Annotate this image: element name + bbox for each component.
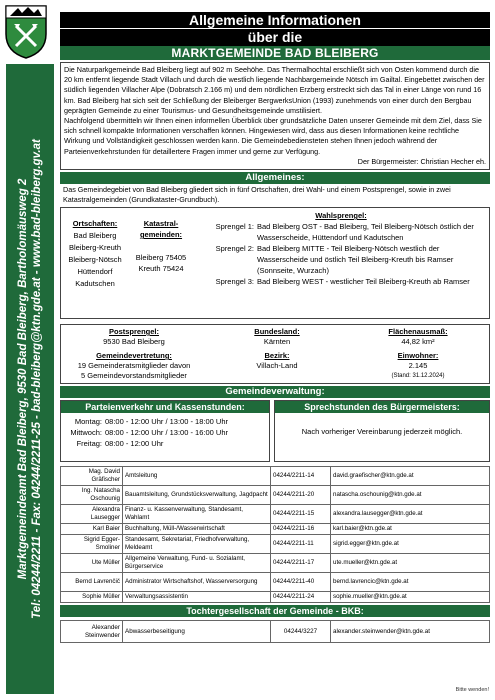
header-line-2: über die (60, 29, 490, 46)
staff-phone[interactable]: 04244/2211-17 (271, 554, 331, 573)
wahlsprengel-column (193, 208, 489, 318)
staff-function: Buchhaltung, Müll-/Wasserwirtschaft (123, 524, 271, 535)
staff-phone[interactable]: 04244/2211-40 (271, 573, 331, 592)
staff-email[interactable]: sophie.mueller@ktn.gde.at (331, 592, 490, 603)
list-item (61, 438, 269, 449)
sprengel-name: Sprengel 3: (215, 277, 254, 287)
list-item (193, 243, 489, 276)
postsprengel-label: Postsprengel: (108, 327, 159, 337)
sprengel-name: Sprengel 2: (215, 244, 254, 254)
staff-name: Sophie Müller (61, 592, 123, 603)
bundesland-label: Bundesland: (254, 327, 300, 337)
staff-phone[interactable]: 04244/2211-24 (271, 592, 331, 603)
verwaltung-heading: Gemeindeverwaltung: (60, 386, 490, 398)
staff-function: Finanz- u. Kassenverwaltung, Standesamt, Wahlamt (123, 505, 271, 524)
flaeche-label: Flächenausmaß: (388, 327, 448, 337)
table-row (61, 524, 490, 535)
staff-email[interactable]: karl.baier@ktn.gde.at (331, 524, 490, 535)
postsprengel-cell (61, 325, 207, 349)
staff-name: Ing. Natascha Oschounig (61, 486, 123, 505)
bkb-name: Alexander Steinwender (61, 621, 123, 643)
table-row (61, 573, 490, 592)
katastral-column (129, 208, 193, 318)
bundesland-value: Kärnten (263, 337, 291, 347)
sprengel-text: Bad Bleiberg OST - Bad Bleiberg, Teil Bleiberg-Nötsch östlich der Wasserscheide, Hüttendorf und Kadutschen (257, 222, 474, 243)
staff-phone[interactable]: 04244/2211-11 (271, 535, 331, 554)
time-value: 08:00 - 12:00 Uhr / 13:00 - 18:00 Uhr (105, 417, 228, 427)
vertretung-label: Gemeindevertretung: (96, 351, 172, 361)
staff-function: Standesamt, Sekretariat, Friedhofverwaltung, Meldeamt (123, 535, 271, 554)
info-grid (60, 324, 490, 384)
table-row (61, 592, 490, 603)
sprechstunden-text: Nach vorheriger Vereinbarung jederzeit möglich. (301, 427, 463, 437)
flaeche-cell (347, 325, 489, 349)
header-title: MARKTGEMEINDE BAD BLEIBERG (60, 46, 490, 60)
coat-of-arms-icon (4, 4, 48, 60)
staff-function: Allgemeine Verwaltung, Fund- u. Sozialamt, Bürgerservice (123, 554, 271, 573)
structure-box (60, 207, 490, 319)
bkb-function: Abwasserbeseitigung (123, 621, 271, 643)
postsprengel-value: 9530 Bad Bleiberg (103, 337, 165, 347)
allgemeines-heading: Allgemeines: (60, 172, 490, 184)
wahlsprengel-label: Wahlsprengel: (315, 211, 367, 221)
vertretung-value-2: 5 Gemeindevorstandsmitglieder (81, 371, 187, 381)
list-item: Bleiberg 75405 (135, 253, 187, 263)
staff-function: Verwaltungsassistentin (123, 592, 271, 603)
staff-email[interactable]: bernd.lavrencic@ktn.gde.at (331, 573, 490, 592)
list-item (61, 427, 269, 438)
staff-name: Sigrid Egger-Smoliner (61, 535, 123, 554)
sprengel-text: Bad Bleiberg WEST - westlicher Teil Bleiberg-Kreuth ab Ramser (257, 277, 470, 287)
intro-paragraph-2: Nachfolgend übermitteln wir Ihnen einen informellen Überblick über grundsätzliche Daten unserer Gemeinde mit dem Ziel, dass Sie sich schnell kompakte Informationen verschaffen können. Hingewiesen wird, dass aus diesen Informationen keine rechtliche Wirkung und Vollständigkeit geschlossen werden kann. Die Gemeindebediensteten stehen Ihnen jedoch während der Parteienverkehrstunden für detaillertere Fragen immer und gerne zur Verfügung. (64, 116, 482, 156)
list-item: Bleiberg-Kreuth (68, 243, 122, 253)
parteienverkehr-box (60, 400, 270, 462)
hours-section (60, 400, 490, 462)
day-label: Montag: (74, 417, 102, 427)
ortschaften-column (61, 208, 129, 318)
bezirk-cell (207, 349, 347, 383)
table-row (61, 486, 490, 505)
bkb-table (60, 620, 490, 643)
katastral-label-1: Katastral- (143, 219, 179, 229)
staff-name: Ute Müller (61, 554, 123, 573)
main-content (60, 62, 490, 643)
vertretung-value-1: 19 Gemeinderatsmitglieder davon (77, 361, 191, 371)
sprengel-text: Bad Bleiberg MITTE - Teil Bleiberg-Nötsch westlich der Wasserscheide und östlich Teil Bleiberg-Kreuth bis Ramser (Sonnseite, Wurzach) (257, 244, 454, 276)
staff-name: Karl Baier (61, 524, 123, 535)
staff-phone[interactable]: 04244/2211-20 (271, 486, 331, 505)
bkb-heading: Tochtergesellschaft der Gemeinde - BKB: (60, 605, 490, 617)
einwohner-label: Einwohner: (397, 351, 439, 361)
page-turn-note: Bitte wenden! (455, 687, 489, 693)
vertretung-cell (61, 349, 207, 383)
parteienverkehr-heading: Parteienverkehr und Kassenstunden: (61, 401, 269, 413)
header-line-1: Allgemeine Informationen (60, 12, 490, 28)
staff-name: Bernd Lavrenčič (61, 573, 123, 592)
list-item: Kreuth 75424 (138, 264, 184, 274)
intro-section (60, 62, 490, 170)
list-item: Bad Bleiberg (73, 231, 117, 241)
sprechstunden-box (274, 400, 490, 462)
staff-function: Administrator Wirtschaftshof, Wasserversorgung (123, 573, 271, 592)
staff-name: Alexandra Lausegger (61, 505, 123, 524)
day-label: Mittwoch: (70, 428, 102, 438)
sprengel-name: Sprengel 1: (215, 222, 254, 232)
allgemeines-text: Das Gemeindegebiet von Bad Bleiberg gliedert sich in fünf Ortschaften, drei Wahl- und einem Postsprengel, sowie in zwei Katastralgemeinden (Grundkataster-Grundbuch). (63, 185, 451, 205)
staff-phone[interactable]: 04244/2211-14 (271, 467, 331, 486)
time-value: 08:00 - 12:00 Uhr (105, 439, 164, 449)
list-item (193, 276, 489, 287)
mayor-signature: Der Bürgermeister: Christian Hecher eh. (357, 156, 486, 166)
staff-email[interactable]: david.graefischer@ktn.gde.at (331, 467, 490, 486)
staff-email[interactable]: alexandra.lausegger@ktn.gde.at (331, 505, 490, 524)
table-row (61, 554, 490, 573)
staff-name: Mag. David Gräfischer (61, 467, 123, 486)
einwohner-cell (347, 349, 489, 383)
staff-email[interactable]: natascha.oschounig@ktn.gde.at (331, 486, 490, 505)
flaeche-value: 44,82 km² (401, 337, 435, 347)
table-row (61, 535, 490, 554)
contact-sidebar (6, 64, 54, 694)
time-value: 08:00 - 12:00 Uhr / 13:00 - 16:00 Uhr (105, 428, 228, 438)
bundesland-cell (207, 325, 347, 349)
einwohner-stand: (Stand: 31.12.2024) (391, 373, 445, 380)
table-row (61, 621, 490, 643)
list-item: Kadutschen (75, 279, 115, 289)
ortschaften-label: Ortschaften: (72, 219, 118, 229)
list-item (61, 416, 269, 427)
day-label: Freitag: (76, 439, 102, 449)
list-item: Hüttendorf (77, 267, 113, 277)
staff-phone[interactable]: 04244/2211-16 (271, 524, 331, 535)
bezirk-value: Villach-Land (256, 361, 298, 371)
sidebar-address: Marktgemeindeamt Bad Bleiberg, 9530 Bad Bleiberg, Bartholomäusweg 2 (17, 178, 29, 580)
staff-table (60, 466, 490, 603)
table-row (61, 467, 490, 486)
list-item: Bleiberg-Nötsch (68, 255, 122, 265)
list-item (193, 221, 489, 243)
staff-email[interactable]: ute.mueller@ktn.gde.at (331, 554, 490, 573)
einwohner-value: 2.145 (408, 361, 428, 371)
bkb-phone[interactable]: 04244/3227 (271, 621, 331, 643)
bezirk-label: Bezirk: (264, 351, 290, 361)
sprechstunden-heading: Sprechstunden des Bürgermeisters: (275, 401, 489, 413)
staff-email[interactable]: sigrid.egger@ktn.gde.at (331, 535, 490, 554)
katastral-label-2: gemeinden: (139, 230, 183, 240)
sidebar-contact[interactable]: Tel: 04244/2211 - Fax: 04244/2211-25 - bad-bleiberg@ktn.gde.at - www.bad-bleiberg.gv.at (31, 139, 43, 619)
table-row (61, 505, 490, 524)
staff-function: Amtsleitung (123, 467, 271, 486)
staff-phone[interactable]: 04244/2211-15 (271, 505, 331, 524)
hours-list (61, 413, 269, 449)
staff-function: Bauamtsleitung, Grundstücksverwaltung, Jagdpacht (123, 486, 271, 505)
bkb-email[interactable]: alexander.steinwender@ktn.gde.at (331, 621, 490, 643)
intro-paragraph-1: Die Naturparkgemeinde Bad Bleiberg liegt auf 902 m Seehöhe. Das Thermalhochtal erschließt sich von Osten kommend durch die 20 km entfernt liegende Stadt Villach und durch die westlich liegende Nachbargemeinde Nötsch im Gailtal. Eingebettet zwischen der südlich liegenden Villacher Alpe (Dobratsch 2.166 m) und dem nördlichen Erzberg erstreckt sich das Tal in einer Länge von rund 16 km. Bad Bleiberg hat sich seit der Schließung der Bleiberger BergwerksUnion (1993) zunehmends von einer durch den Bergbau geprägten Gemeinde zu einer Tourismus- und Gesundheitsgemeinde umstilisiert. (64, 65, 485, 115)
